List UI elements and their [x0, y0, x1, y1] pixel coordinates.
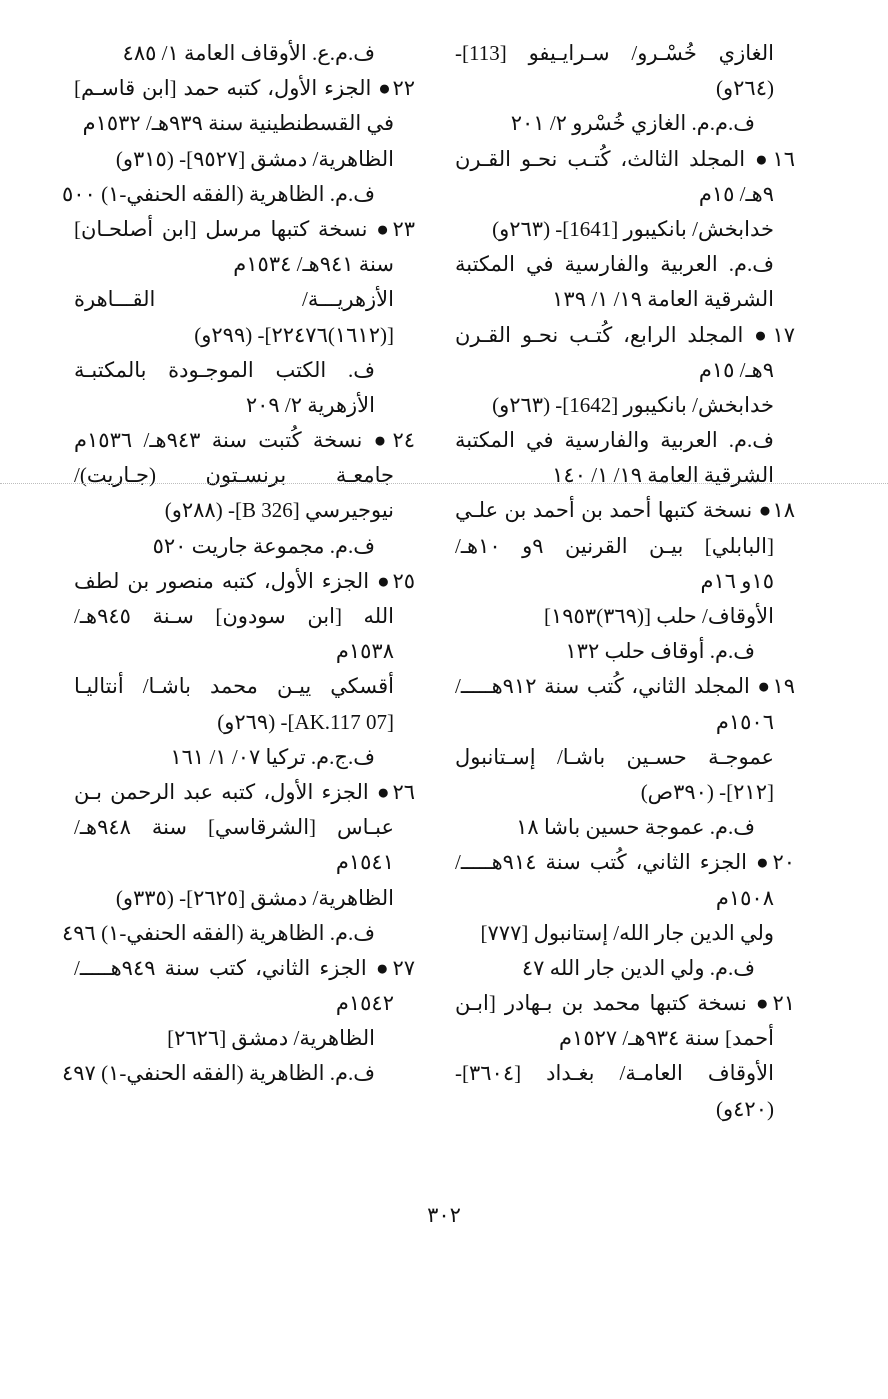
scan-fold-line [0, 483, 888, 484]
text-line: ١٥٤٢م [335, 991, 394, 1016]
text-line: ف.م. عموجة حسين باشا ١٨ [516, 815, 755, 840]
text-line: ف. الكتب الموجـودة بالمكتبـة [74, 357, 375, 382]
text-line: عبـاس [الشرقاسي] سنة ٩٤٨هـ/ [74, 815, 394, 840]
left-column [62, 36, 416, 1092]
text-line: ف.م. أوقاف حلب ١٣٢ [565, 639, 755, 664]
text-line: ٢١● نسخة كتبها محمد بن بـهادر [ابـن [455, 991, 795, 1016]
text-line: الأوقاف/ حلب [(٣٦٩)١٩٥٣] [543, 604, 774, 628]
text-line: ف.م.م. الغازي خُسْرو ٢/ ٢٠١ [510, 111, 755, 136]
text-line: أحمد] سنة ٩٣٤هـ/ ١٥٢٧م [559, 1026, 774, 1051]
text-line: ولي الدين جار الله/ إستانبول [٧٧٧] [480, 920, 774, 945]
text-line: ٢٦● الجزء الأول، كتبه عبد الرحمن بـن [74, 779, 415, 804]
text-line: في القسطنطينية سنة ٩٣٩هـ/ ١٥٣٢م [82, 111, 394, 136]
text-line: الأوقاف العامـة/ بغـداد [٣٦٠٤]- [455, 1061, 774, 1086]
text-line: ١٥و ١٦م [700, 568, 774, 593]
text-line: ف.م. ولي الدين جار الله ٤٧ [521, 955, 755, 980]
text-line: ف.م. الظاهرية (الفقه الحنفي-١) ٤٩٧ [62, 1061, 375, 1086]
text-line: ٩هـ/ ١٥م [698, 181, 774, 206]
text-line: ١٨● نسخة كتبها أحمد بن أحمد بن علـي [455, 498, 795, 523]
text-line: ف.م. مجموعة جاريت ٥٢٠ [152, 533, 375, 558]
text-line: ١٥٠٨م [715, 885, 774, 910]
text-line: خدابخش/ بانكيبور [1642]- (٢٦٣و) [492, 392, 774, 417]
text-line: ٩هـ/ ١٥م [698, 357, 774, 382]
text-line: الظاهرية/ دمشق [٢٦٢٦] [167, 1026, 375, 1051]
text-line: ف.م. العربية والفارسية في المكتبة [455, 252, 774, 277]
text-line: ف.ج.م. تركيا ٠٧/ ١/ ١٦١ [170, 744, 375, 769]
text-line: الظاهرية/ دمشق [٩٥٢٧]- (٣١٥و) [115, 146, 394, 171]
right-column [455, 36, 795, 1127]
text-line: ١٦● المجلد الثالث، كُتـب نحـو القـرن [455, 146, 795, 171]
text-line: ١٥٤١م [335, 850, 394, 875]
text-line: ٢٤● نسخة كُتبت سنة ٩٤٣هـ/ ١٥٣٦م [74, 428, 416, 453]
text-line: ١٧● المجلد الرابع، كُتـب نحـو القـرن [455, 322, 795, 347]
text-line: ٢٣● نسخة كتبها مرسل [ابن أصلحـان] [74, 216, 415, 241]
text-line: خدابخش/ بانكيبور [1641]- (٢٦٣و) [492, 216, 774, 241]
text-line: ٢٠● الجزء الثاني، كُتب سنة ٩١٤هـــــ/ [455, 850, 795, 875]
text-line: [البابلي] بيـن القرنين ٩و ١٠هـ/ [455, 533, 774, 558]
text-line: [(١٦١٢)٢٢٤٧٦]- (٢٩٩و) [194, 322, 394, 347]
text-line: الله [ابن سودون] سـنة ٩٤٥هـ/ [74, 604, 394, 628]
text-line: (٤٢٠و) [716, 1096, 774, 1121]
page-number: ٣٠٢ [427, 1203, 461, 1227]
text-line: الأزهرية ٢/ ٢٠٩ [245, 392, 375, 417]
text-line: عموجـة حسـين باشـا/ إسـتانبول [455, 744, 774, 769]
text-line: الظاهرية/ دمشق [٢٦٢٥]- (٣٣٥و) [115, 885, 394, 910]
text-line: [٢١٢]- (٣٩٠ص) [640, 779, 774, 804]
text-line: [07 AK.117]- (٢٦٩و) [217, 709, 394, 734]
text-line: ١٥٣٨م [335, 639, 394, 664]
text-line: ٢٥● الجزء الأول، كتبه منصور بن لطف [74, 568, 415, 593]
text-line: الشرقية العامة ١٩/ ١/ ١٣٩ [552, 287, 774, 312]
text-line: ف.م. العربية والفارسية في المكتبة [455, 428, 774, 453]
text-line: نيوجيرسي [326 B]- (٢٨٨و) [164, 498, 394, 523]
text-line: (٢٦٤و) [716, 76, 774, 101]
text-line: ٢٧● الجزء الثاني، كتب سنة ٩٤٩هـــــ/ [74, 955, 415, 980]
text-line: الغازي خُسْـرو/ سـرايـيفو [113]- [455, 41, 774, 65]
text-line: الشرقية العامة ١٩/ ١/ ١٤٠ [552, 463, 774, 488]
text-line: ف.م.ع. الأوقاف العامة ١/ ٤٨٥ [122, 41, 375, 65]
text-line: ٢٢● الجزء الأول، كتبه حمد [ابن قاسـم] [74, 76, 415, 101]
text-line: ١٥٠٦م [715, 709, 774, 734]
text-line: أقسكي ييـن محمد باشـا/ أنتاليـا [74, 674, 394, 699]
text-line: جامعـة برنسـتون (جـاريت)/ [74, 463, 394, 488]
text-line: ١٩● المجلد الثاني، كُتب سنة ٩١٢هـــــ/ [455, 674, 795, 699]
text-line: سنة ٩٤١هـ/ ١٥٣٤م [233, 252, 394, 277]
text-line: ف.م. الظاهرية (الفقه الحنفي-١) ٤٩٦ [62, 920, 375, 945]
text-line: الأزهريـــة/ القـــاهرة [74, 287, 394, 312]
text-line: ف.م. الظاهرية (الفقه الحنفي-١) ٥٠٠ [62, 181, 375, 206]
